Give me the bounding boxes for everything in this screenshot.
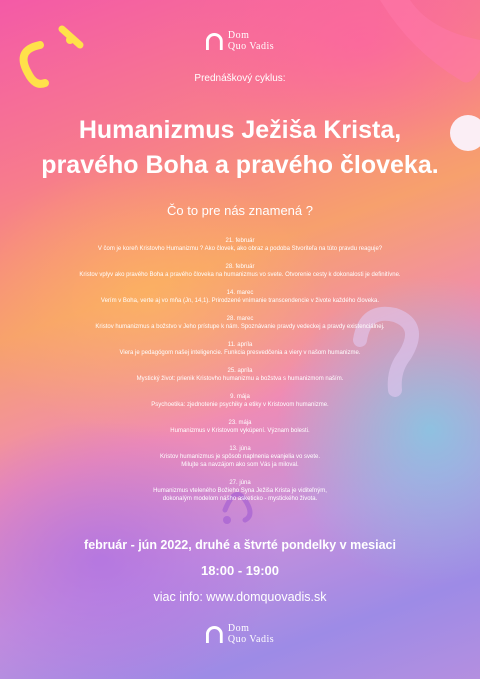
entry-description: dokonalým modelom nášho asketicko - mystického života. <box>162 496 318 502</box>
entry-date: 25. apríla <box>227 368 253 374</box>
entry-date: 27. júna <box>229 480 251 486</box>
logo-text <box>228 623 274 645</box>
time-line: 18:00 - 19:00 <box>200 563 280 578</box>
question-heading: Čo to pre nás znamená ? <box>167 203 313 218</box>
schedule-entry <box>40 341 440 357</box>
entry-date: 14. marec <box>226 290 254 296</box>
entry-date: 9. mája <box>230 394 250 400</box>
series-label: Prednáškový cyklus: <box>194 73 286 84</box>
logo-line2: Quo Vadis <box>227 634 275 645</box>
logo-line1: Dom <box>227 623 250 634</box>
entry-description: Kristov humanizmus je spôsob naplnenia evanjelia vo svete. <box>159 454 321 460</box>
schedule-entry <box>40 479 440 503</box>
page-title <box>0 113 480 183</box>
entry-description: Mystický život: prienik Kristovho humanizmu a božstva s humanizmom naším. <box>136 376 344 382</box>
entry-description: Verím v Boha, verte aj vo mňa (Jn, 14,1). Prirodzené vnímanie transcendencie v živote každého človeka. <box>100 298 380 304</box>
entry-description: Kristov vplyv ako pravého Boha a pravého človeka na humanizmus vo svete. Otvorenie cesty k dokonalosti je definitívne. <box>79 272 401 278</box>
bottom-logo <box>206 623 274 645</box>
schedule-entry <box>40 367 440 383</box>
entry-date: 21. február <box>225 238 255 244</box>
schedule-entry <box>40 289 440 305</box>
entry-description: V čom je koreň Kristovho Humanizmu ? Ako človek, ako obraz a podoba Stvoriteľa na túto pravdu reaguje? <box>97 246 383 252</box>
schedule-entry <box>40 393 440 409</box>
schedule-entry <box>40 419 440 435</box>
dates-line: február - jún 2022, druhé a štvrté pondelky v mesiaci <box>84 538 396 552</box>
arch-icon <box>206 33 223 50</box>
entry-description: Viera je pedagógom našej inteligencie. Funkcia presvedčenia a viery v našom humanizme. <box>119 350 361 356</box>
entry-description: Milujte sa navzájom ako som Vás ja miloval. <box>181 462 299 468</box>
entry-description: Kristov humanizmus a božstvo v Jeho prístupe k nám. Spoznávanie pravdy vedeckej a pravdy existenciálnej. <box>95 324 385 330</box>
entry-description: Humanizmus v Kristovom vykúpení. Význam bolesti. <box>170 428 310 434</box>
entry-date: 11. apríla <box>227 342 253 348</box>
entry-description: Psychoetika: zjednotenie psychiky a etiky v Kristovom humanizme. <box>151 402 329 408</box>
schedule-entry <box>40 263 440 279</box>
pink-ribbon-decoration <box>370 0 480 110</box>
info-line[interactable]: viac info: www.domquovadis.sk <box>153 590 327 604</box>
lecture-schedule <box>40 237 440 513</box>
title-line2: pravého Boha a pravého človeka. <box>41 151 439 179</box>
logo-line1: Dom <box>227 30 250 41</box>
top-logo <box>206 30 274 52</box>
schedule-entry <box>40 445 440 469</box>
logo-text <box>228 30 274 52</box>
arch-icon <box>206 626 223 643</box>
logo-line2: Quo Vadis <box>227 41 275 52</box>
schedule-entry <box>40 237 440 253</box>
entry-date: 28. marec <box>226 316 254 322</box>
title-line1: Humanizmus Ježiša Krista, <box>78 116 402 144</box>
entry-date: 13. júna <box>229 446 251 452</box>
entry-date: 28. február <box>225 264 255 270</box>
entry-description: Humanizmus vteleného Božieho Syna Ježiša Krista je viditeľným, <box>153 488 327 494</box>
entry-date: 23. mája <box>228 420 252 426</box>
schedule-entry <box>40 315 440 331</box>
